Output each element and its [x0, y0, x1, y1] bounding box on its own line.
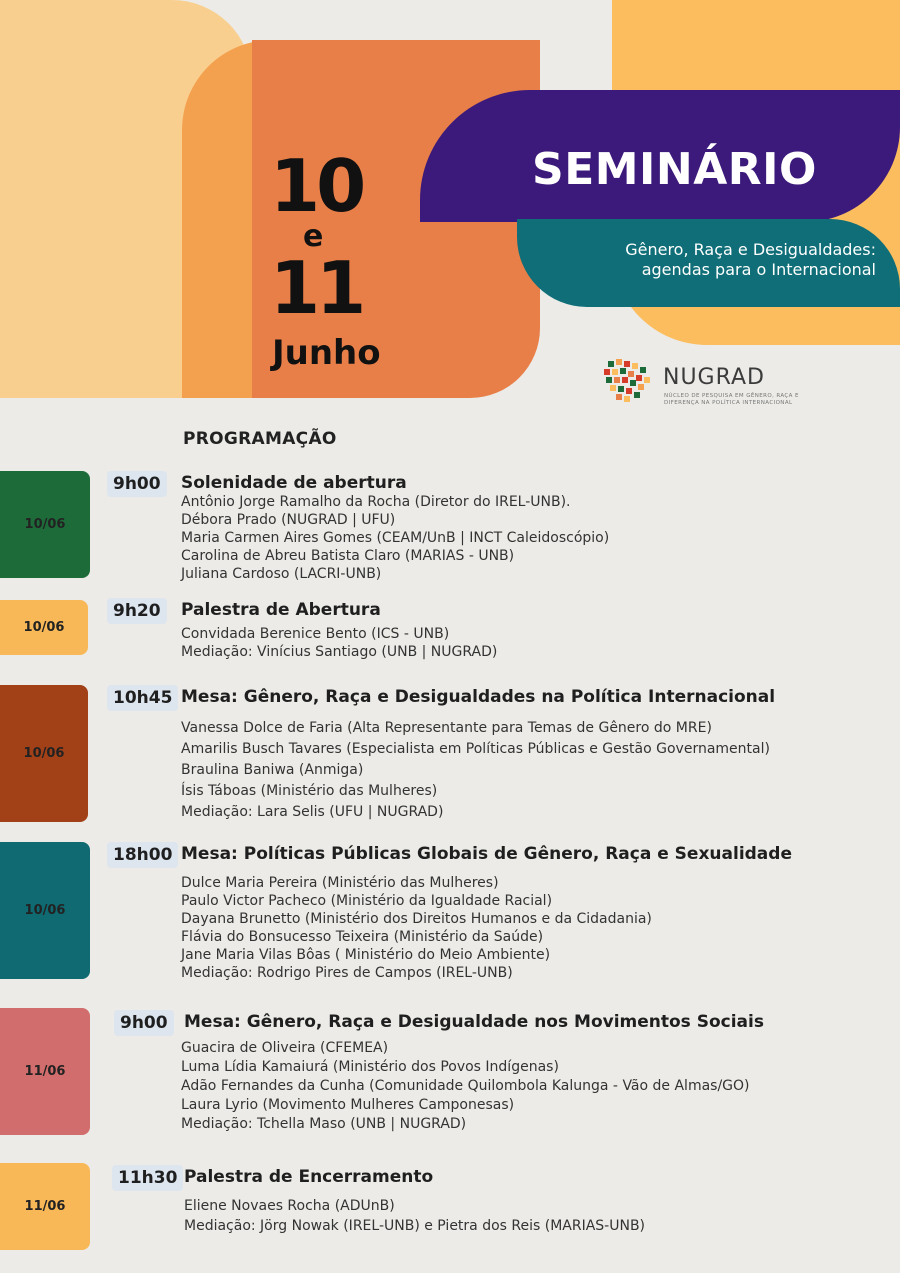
person-line: Jane Maria Vilas Bôas ( Ministério do Meio Ambiente) — [181, 947, 551, 963]
date-connector: e — [303, 219, 324, 254]
subtitle-line-1: Gênero, Raça e Desigualdades: — [625, 240, 876, 259]
session-row — [0, 598, 900, 658]
session-title: Mesa: Gênero, Raça e Desigualdade nos Movimentos Sociais — [184, 1012, 764, 1032]
session-title: Palestra de Abertura — [181, 600, 381, 620]
person-line: Laura Lyrio (Movimento Mulheres Camponesas) — [181, 1097, 515, 1113]
person-line: Adão Fernandes da Cunha (Comunidade Quilombola Kalunga - Vão de Almas/GO) — [181, 1078, 750, 1094]
person-line: Flávia do Bonsucesso Teixeira (Ministério da Saúde) — [181, 929, 544, 945]
date-tab: 11/06 — [0, 1163, 90, 1250]
session-people — [181, 1039, 750, 1134]
date-tab: 10/06 — [0, 600, 88, 655]
session-title: Palestra de Encerramento — [184, 1167, 434, 1187]
person-line: Antônio Jorge Ramalho da Rocha (Diretor do IREL-UNB). — [181, 494, 571, 510]
nugrad-logo — [600, 355, 820, 415]
event-subtitle — [546, 240, 876, 280]
date-tab: 10/06 — [0, 842, 90, 979]
subtitle-line-2: agendas para o Internacional — [641, 260, 876, 279]
person-line: Amarilis Busch Tavares (Especialista em Políticas Públicas e Gestão Governamental) — [181, 741, 770, 757]
session-row — [0, 1008, 900, 1136]
person-line: Braulina Baniwa (Anmiga) — [181, 762, 364, 778]
session-row — [0, 685, 900, 823]
person-line: Mediação: Jörg Nowak (IREL-UNB) e Pietra dos Reis (MARIAS-UNB) — [184, 1218, 646, 1234]
session-time: 9h20 — [107, 598, 167, 624]
person-line: Carolina de Abreu Batista Claro (MARIAS - UNB) — [181, 548, 515, 564]
person-line: Convidada Berenice Bento (ICS - UNB) — [181, 626, 450, 642]
date-tab: 11/06 — [0, 1008, 90, 1135]
mosaic-globe-icon — [600, 355, 660, 405]
session-title: Mesa: Gênero, Raça e Desigualdades na Política Internacional — [181, 687, 776, 707]
person-line: Paulo Victor Pacheco (Ministério da Igualdade Racial) — [181, 893, 553, 909]
session-title: Solenidade de abertura — [181, 473, 407, 493]
session-time: 18h00 — [107, 842, 178, 868]
session-people — [181, 718, 770, 823]
session-people — [181, 493, 609, 583]
person-line: Vanessa Dolce de Faria (Alta Representante para Temas de Gênero do MRE) — [181, 720, 712, 736]
person-line: Mediação: Rodrigo Pires de Campos (IREL-UNB) — [181, 965, 513, 981]
person-line: Eliene Novaes Rocha (ADUnB) — [184, 1198, 395, 1214]
logo-name: NUGRAD — [663, 365, 765, 390]
date-month: Junho — [272, 333, 381, 373]
person-line: Dulce Maria Pereira (Ministério das Mulheres) — [181, 875, 499, 891]
event-title: SEMINÁRIO — [532, 144, 817, 195]
date-day-2: 11 — [270, 246, 363, 330]
program-heading: PROGRAMAÇÃO — [183, 429, 337, 449]
logo-tagline: NÚCLEO DE PESQUISA EM GÊNERO, RAÇA E DIFERENÇA NA POLÍTICA INTERNACIONAL — [664, 393, 799, 406]
date-tab: 10/06 — [0, 685, 88, 822]
session-row — [0, 471, 900, 582]
person-line: Guacira de Oliveira (CFEMEA) — [181, 1040, 389, 1056]
session-people — [181, 625, 497, 661]
date-day-1: 10 — [270, 144, 363, 228]
person-line: Ísis Táboas (Ministério das Mulheres) — [181, 783, 438, 799]
person-line: Débora Prado (NUGRAD | UFU) — [181, 512, 396, 528]
session-time: 11h30 — [112, 1165, 183, 1191]
person-line: Maria Carmen Aires Gomes (CEAM/UnB | INCT Caleidoscópio) — [181, 530, 610, 546]
person-line: Mediação: Vinícius Santiago (UNB | NUGRAD) — [181, 644, 498, 660]
person-line: Mediação: Lara Selis (UFU | NUGRAD) — [181, 804, 444, 820]
person-line: Dayana Brunetto (Ministério dos Direitos Humanos e da Cidadania) — [181, 911, 652, 927]
session-title: Mesa: Políticas Públicas Globais de Gênero, Raça e Sexualidade — [181, 844, 792, 864]
date-tab: 10/06 — [0, 471, 90, 578]
session-time: 9h00 — [114, 1010, 174, 1036]
session-time: 9h00 — [107, 471, 167, 497]
session-people — [181, 874, 652, 982]
session-people — [184, 1196, 645, 1236]
session-row — [0, 842, 900, 980]
session-row — [0, 1163, 900, 1251]
person-line: Juliana Cardoso (LACRI-UNB) — [181, 566, 382, 582]
person-line: Luma Lídia Kamaiurá (Ministério dos Povos Indígenas) — [181, 1059, 559, 1075]
session-time: 10h45 — [107, 685, 178, 711]
person-line: Mediação: Tchella Maso (UNB | NUGRAD) — [181, 1116, 467, 1132]
